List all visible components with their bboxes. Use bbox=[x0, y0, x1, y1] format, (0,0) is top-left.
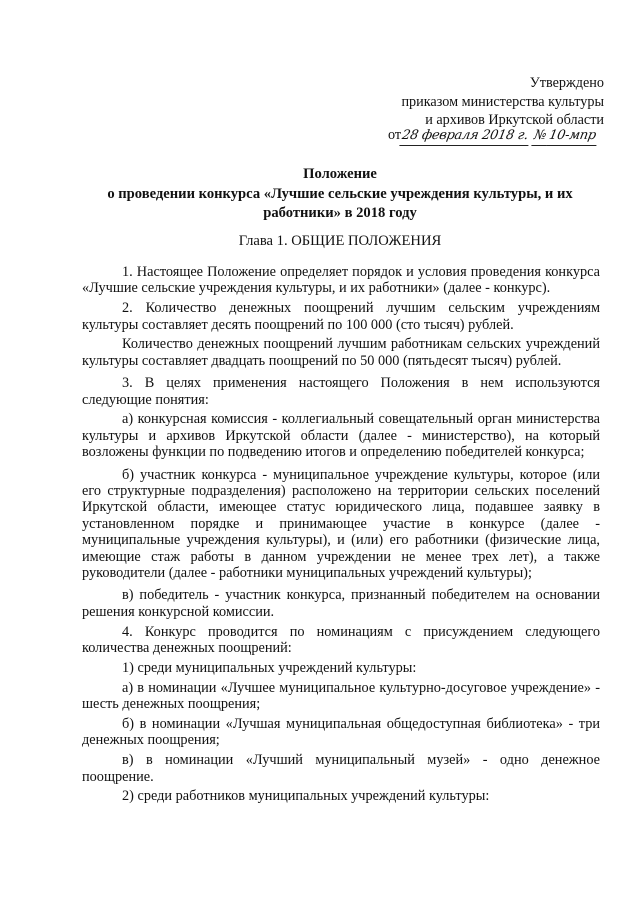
paragraph: 1) среди муниципальных учреждений культуры: bbox=[122, 659, 417, 676]
handwritten-date: 28 февраля 2018 г. bbox=[399, 127, 531, 146]
approval-line-ministry: и архивов Иркутской области bbox=[425, 112, 604, 128]
title-line-1: Положение bbox=[303, 166, 377, 182]
approval-line-order: приказом министерства культуры bbox=[401, 93, 604, 110]
paragraph: а) конкурсная комиссия - коллегиальный совещательный орган министерства культуры и архивов Иркутской области (далее - министерство), на который возложены функции по подведению итогов и определению победителей конкурса; bbox=[82, 411, 600, 461]
paragraph: б) участник конкурса - муниципальное учреждение культуры, которое (или его структурные подразделения) расположено на территории сельских поселений Иркутской области, имеющее статус юридического лица, подавшее заявку в установленном порядке и принимающее участие в конкурсе (далее - муниципальные учреждения культуры), и (или) его работники (физические лица, имеющие стаж работы в данном учреждении не менее трех лет), а также руководители (далее - работники муниципальных учреждений культуры); bbox=[82, 466, 600, 582]
paragraph: б) в номинации «Лучшая муниципальная общедоступная библиотека» - три денежных поощрения; bbox=[82, 715, 600, 749]
title-line-2: о проведении конкурса «Лучшие сельские учреждения культуры, и их bbox=[107, 185, 573, 202]
paragraph: 1. Настоящее Положение определяет порядок и условия проведения конкурса «Лучшие сельские учреждения культуры, и их работники» (далее - конкурс). bbox=[82, 264, 600, 297]
paragraph: 2) среди работников муниципальных учреждений культуры: bbox=[122, 788, 490, 805]
from-label: от bbox=[388, 127, 402, 143]
paragraph: 3. В целях применения настоящего Положения в нем используются следующие понятия: bbox=[82, 375, 600, 408]
document-title bbox=[60, 165, 620, 224]
paragraph: 2. Количество денежных поощрений лучшим сельским учреждениям культуры составляет десять поощрений по 100 000 (сто тысяч) рублей. bbox=[82, 300, 600, 333]
handwritten-number: 10-мпр bbox=[547, 127, 600, 146]
handwritten-number-prefix: № bbox=[532, 127, 550, 146]
approval-line-approved: Утверждено bbox=[529, 75, 604, 91]
approval-stamp bbox=[372, 74, 604, 130]
approval-date-number bbox=[388, 126, 604, 146]
paragraph: Количество денежных поощрений лучшим работникам сельских учреждений культуры составляет двадцать поощрений по 50 000 (пятьдесят тысяч) рублей. bbox=[82, 336, 600, 369]
document-body bbox=[82, 264, 600, 808]
paragraph: в) победитель - участник конкурса, признанный победителем на основании решения конкурсной комиссии. bbox=[82, 587, 600, 620]
paragraph: в) в номинации «Лучший муниципальный музей» - одно денежное поощрение. bbox=[82, 752, 600, 785]
title-line-3: работники» в 2018 году bbox=[263, 205, 417, 221]
chapter-heading: Глава 1. ОБЩИЕ ПОЛОЖЕНИЯ bbox=[238, 233, 442, 249]
paragraph: а) в номинации «Лучшее муниципальное культурно-досуговое учреждение» - шесть денежных поощрения; bbox=[82, 679, 600, 713]
paragraph: 4. Конкурс проводится по номинациям с присуждением следующего количества денежных поощрений: bbox=[82, 623, 600, 657]
